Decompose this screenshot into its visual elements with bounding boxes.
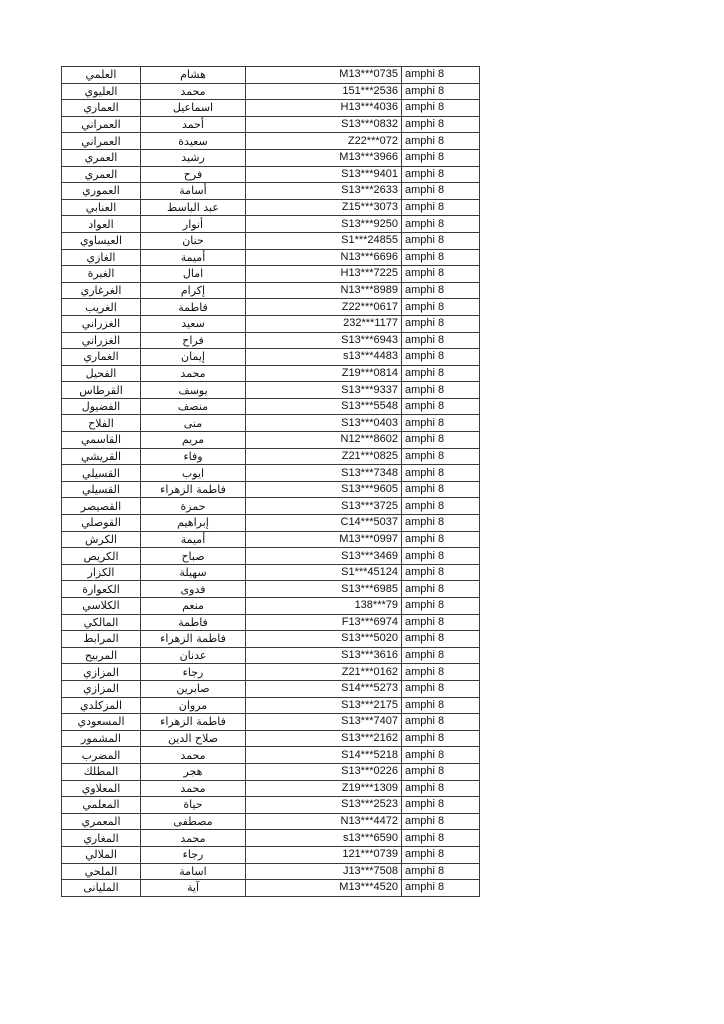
student-id-cell: S13***9250 xyxy=(246,216,402,233)
room-cell: amphi 8 xyxy=(402,249,480,266)
last-name-cell: الغرغاري xyxy=(62,282,141,299)
room-cell: amphi 8 xyxy=(402,199,480,216)
room-cell: amphi 8 xyxy=(402,863,480,880)
last-name-cell: الغازي xyxy=(62,249,141,266)
table-row xyxy=(62,149,480,166)
student-id-cell: S13***0832 xyxy=(246,116,402,133)
last-name-cell: العمري xyxy=(62,166,141,183)
first-name-cell: أميمة xyxy=(141,531,246,548)
table-row xyxy=(62,531,480,548)
student-id-cell: S13***7348 xyxy=(246,465,402,482)
table-row xyxy=(62,183,480,200)
student-id-cell: J13***7508 xyxy=(246,863,402,880)
table-row xyxy=(62,465,480,482)
first-name-cell: يوسف xyxy=(141,382,246,399)
first-name-cell: حمزة xyxy=(141,498,246,515)
first-name-cell: مصطفى xyxy=(141,813,246,830)
first-name-cell: أسامة xyxy=(141,183,246,200)
last-name-cell: القسيلي xyxy=(62,465,141,482)
room-cell: amphi 8 xyxy=(402,216,480,233)
student-id-cell: 121***0739 xyxy=(246,846,402,863)
last-name-cell: الكلاسي xyxy=(62,598,141,615)
first-name-cell: أميمة xyxy=(141,249,246,266)
table-row xyxy=(62,680,480,697)
student-id-cell: S13***2162 xyxy=(246,730,402,747)
last-name-cell: المربيح xyxy=(62,647,141,664)
room-cell: amphi 8 xyxy=(402,747,480,764)
table-row xyxy=(62,830,480,847)
last-name-cell: الغزراني xyxy=(62,332,141,349)
last-name-cell: المزازي xyxy=(62,664,141,681)
last-name-cell: المزازي xyxy=(62,680,141,697)
last-name-cell: الغبرة xyxy=(62,266,141,283)
room-cell: amphi 8 xyxy=(402,349,480,366)
student-id-cell: Z19***1309 xyxy=(246,780,402,797)
table-row xyxy=(62,714,480,731)
first-name-cell: فاطمة الزهراء xyxy=(141,631,246,648)
student-id-cell: M13***0735 xyxy=(246,67,402,84)
room-cell: amphi 8 xyxy=(402,332,480,349)
room-cell: amphi 8 xyxy=(402,266,480,283)
room-cell: amphi 8 xyxy=(402,166,480,183)
room-cell: amphi 8 xyxy=(402,614,480,631)
first-name-cell: فراح xyxy=(141,332,246,349)
last-name-cell: الكزار xyxy=(62,564,141,581)
student-id-cell: Z21***0162 xyxy=(246,664,402,681)
room-cell: amphi 8 xyxy=(402,116,480,133)
room-cell: amphi 8 xyxy=(402,398,480,415)
first-name-cell: محمد xyxy=(141,83,246,100)
first-name-cell: مريم xyxy=(141,432,246,449)
last-name-cell: العواد xyxy=(62,216,141,233)
first-name-cell: سعيد xyxy=(141,315,246,332)
last-name-cell: العماري xyxy=(62,100,141,117)
first-name-cell: حياة xyxy=(141,797,246,814)
room-cell: amphi 8 xyxy=(402,730,480,747)
first-name-cell: امال xyxy=(141,266,246,283)
student-id-cell: Z15***3073 xyxy=(246,199,402,216)
last-name-cell: العليوي xyxy=(62,83,141,100)
first-name-cell: رجاء xyxy=(141,664,246,681)
first-name-cell: رشيد xyxy=(141,149,246,166)
table-row xyxy=(62,299,480,316)
table-row xyxy=(62,282,480,299)
table-row xyxy=(62,515,480,532)
first-name-cell: أنوار xyxy=(141,216,246,233)
last-name-cell: الكرش xyxy=(62,531,141,548)
table-row xyxy=(62,116,480,133)
last-name-cell: المسعودي xyxy=(62,714,141,731)
student-id-cell: C14***5037 xyxy=(246,515,402,532)
first-name-cell: منى xyxy=(141,415,246,432)
table-row xyxy=(62,697,480,714)
last-name-cell: القاسمي xyxy=(62,432,141,449)
first-name-cell: حنان xyxy=(141,232,246,249)
student-id-cell: S13***3469 xyxy=(246,548,402,565)
last-name-cell: العموري xyxy=(62,183,141,200)
student-id-cell: S13***0226 xyxy=(246,763,402,780)
student-id-cell: S13***3725 xyxy=(246,498,402,515)
first-name-cell: محمد xyxy=(141,830,246,847)
first-name-cell: منصف xyxy=(141,398,246,415)
table-row xyxy=(62,564,480,581)
room-cell: amphi 8 xyxy=(402,531,480,548)
last-name-cell: المعلاوي xyxy=(62,780,141,797)
last-name-cell: الكعوارة xyxy=(62,581,141,598)
student-id-cell: S1***24855 xyxy=(246,232,402,249)
last-name-cell: القصيصر xyxy=(62,498,141,515)
first-name-cell: محمد xyxy=(141,780,246,797)
student-id-cell: 138***79 xyxy=(246,598,402,615)
student-id-cell: S14***5273 xyxy=(246,680,402,697)
first-name-cell: عبد الباسط xyxy=(141,199,246,216)
room-cell: amphi 8 xyxy=(402,365,480,382)
student-id-cell: Z21***0825 xyxy=(246,448,402,465)
table-row xyxy=(62,548,480,565)
room-cell: amphi 8 xyxy=(402,813,480,830)
student-id-cell: M13***3966 xyxy=(246,149,402,166)
room-cell: amphi 8 xyxy=(402,846,480,863)
table-row xyxy=(62,365,480,382)
room-cell: amphi 8 xyxy=(402,481,480,498)
last-name-cell: المليانى xyxy=(62,880,141,897)
room-cell: amphi 8 xyxy=(402,515,480,532)
student-id-cell: S13***6985 xyxy=(246,581,402,598)
room-cell: amphi 8 xyxy=(402,100,480,117)
student-id-cell: N13***4472 xyxy=(246,813,402,830)
table-row xyxy=(62,133,480,150)
student-id-cell: S13***3616 xyxy=(246,647,402,664)
first-name-cell: إكرام xyxy=(141,282,246,299)
room-cell: amphi 8 xyxy=(402,448,480,465)
last-name-cell: الغزراني xyxy=(62,315,141,332)
room-cell: amphi 8 xyxy=(402,680,480,697)
first-name-cell: أحمد xyxy=(141,116,246,133)
first-name-cell: فاطمة الزهراء xyxy=(141,714,246,731)
table-row xyxy=(62,249,480,266)
first-name-cell: إبراهيم xyxy=(141,515,246,532)
table-row xyxy=(62,315,480,332)
table-row xyxy=(62,647,480,664)
student-id-cell: S13***6943 xyxy=(246,332,402,349)
student-id-cell: S13***7407 xyxy=(246,714,402,731)
table-row xyxy=(62,581,480,598)
room-cell: amphi 8 xyxy=(402,763,480,780)
table-row xyxy=(62,166,480,183)
last-name-cell: المغاري xyxy=(62,830,141,847)
first-name-cell: صابرين xyxy=(141,680,246,697)
first-name-cell: فاطمة xyxy=(141,614,246,631)
student-id-cell: S13***2633 xyxy=(246,183,402,200)
table-row xyxy=(62,631,480,648)
room-cell: amphi 8 xyxy=(402,465,480,482)
first-name-cell: اسامة xyxy=(141,863,246,880)
student-id-cell: N13***8989 xyxy=(246,282,402,299)
roster-body xyxy=(62,67,480,897)
first-name-cell: عدنان xyxy=(141,647,246,664)
table-row xyxy=(62,266,480,283)
first-name-cell: فاطمة الزهراء xyxy=(141,481,246,498)
last-name-cell: المعمري xyxy=(62,813,141,830)
last-name-cell: العنابي xyxy=(62,199,141,216)
table-row xyxy=(62,232,480,249)
room-cell: amphi 8 xyxy=(402,797,480,814)
first-name-cell: إيمان xyxy=(141,349,246,366)
table-row xyxy=(62,498,480,515)
table-row xyxy=(62,448,480,465)
last-name-cell: الفضيول xyxy=(62,398,141,415)
student-id-cell: S13***2175 xyxy=(246,697,402,714)
student-id-cell: S13***0403 xyxy=(246,415,402,432)
room-cell: amphi 8 xyxy=(402,282,480,299)
table-row xyxy=(62,780,480,797)
room-cell: amphi 8 xyxy=(402,598,480,615)
first-name-cell: سهيلة xyxy=(141,564,246,581)
student-id-cell: N13***6696 xyxy=(246,249,402,266)
table-row xyxy=(62,664,480,681)
last-name-cell: الفحيل xyxy=(62,365,141,382)
last-name-cell: المزكلدي xyxy=(62,697,141,714)
first-name-cell: اسماعيل xyxy=(141,100,246,117)
room-cell: amphi 8 xyxy=(402,880,480,897)
last-name-cell: القسيلي xyxy=(62,481,141,498)
student-id-cell: S13***5020 xyxy=(246,631,402,648)
table-row xyxy=(62,747,480,764)
table-row xyxy=(62,846,480,863)
last-name-cell: المالكي xyxy=(62,614,141,631)
last-name-cell: العمري xyxy=(62,149,141,166)
room-cell: amphi 8 xyxy=(402,647,480,664)
table-row xyxy=(62,67,480,84)
room-cell: amphi 8 xyxy=(402,548,480,565)
last-name-cell: المرابط xyxy=(62,631,141,648)
student-id-cell: M13***0997 xyxy=(246,531,402,548)
last-name-cell: المطلك xyxy=(62,763,141,780)
student-id-cell: s13***4483 xyxy=(246,349,402,366)
room-cell: amphi 8 xyxy=(402,299,480,316)
room-cell: amphi 8 xyxy=(402,432,480,449)
table-row xyxy=(62,415,480,432)
table-row xyxy=(62,332,480,349)
room-cell: amphi 8 xyxy=(402,149,480,166)
table-row xyxy=(62,813,480,830)
room-cell: amphi 8 xyxy=(402,67,480,84)
first-name-cell: فرح xyxy=(141,166,246,183)
student-id-cell: N12***8602 xyxy=(246,432,402,449)
first-name-cell: فاطمة xyxy=(141,299,246,316)
table-row xyxy=(62,100,480,117)
student-id-cell: Z22***0617 xyxy=(246,299,402,316)
student-id-cell: S14***5218 xyxy=(246,747,402,764)
first-name-cell: مروان xyxy=(141,697,246,714)
table-row xyxy=(62,83,480,100)
student-id-cell: s13***6590 xyxy=(246,830,402,847)
first-name-cell: آية xyxy=(141,880,246,897)
last-name-cell: المعلمي xyxy=(62,797,141,814)
room-cell: amphi 8 xyxy=(402,564,480,581)
first-name-cell: منعم xyxy=(141,598,246,615)
room-cell: amphi 8 xyxy=(402,415,480,432)
room-cell: amphi 8 xyxy=(402,830,480,847)
table-row xyxy=(62,863,480,880)
student-id-cell: Z22***072 xyxy=(246,133,402,150)
room-cell: amphi 8 xyxy=(402,581,480,598)
room-cell: amphi 8 xyxy=(402,183,480,200)
table-row xyxy=(62,730,480,747)
table-row xyxy=(62,199,480,216)
room-cell: amphi 8 xyxy=(402,133,480,150)
room-cell: amphi 8 xyxy=(402,498,480,515)
last-name-cell: القوصلي xyxy=(62,515,141,532)
student-id-cell: M13***4520 xyxy=(246,880,402,897)
table-row xyxy=(62,880,480,897)
room-cell: amphi 8 xyxy=(402,315,480,332)
student-id-cell: S13***9401 xyxy=(246,166,402,183)
last-name-cell: القريشي xyxy=(62,448,141,465)
first-name-cell: وفاء xyxy=(141,448,246,465)
student-id-cell: S13***9337 xyxy=(246,382,402,399)
first-name-cell: فدوى xyxy=(141,581,246,598)
last-name-cell: المضرب xyxy=(62,747,141,764)
student-id-cell: 151***2536 xyxy=(246,83,402,100)
room-cell: amphi 8 xyxy=(402,83,480,100)
student-id-cell: S13***9605 xyxy=(246,481,402,498)
student-roster-table xyxy=(61,66,480,897)
room-cell: amphi 8 xyxy=(402,714,480,731)
first-name-cell: صباح xyxy=(141,548,246,565)
last-name-cell: الملالي xyxy=(62,846,141,863)
table-row xyxy=(62,349,480,366)
room-cell: amphi 8 xyxy=(402,697,480,714)
room-cell: amphi 8 xyxy=(402,631,480,648)
student-id-cell: S13***2523 xyxy=(246,797,402,814)
student-id-cell: S1***45124 xyxy=(246,564,402,581)
room-cell: amphi 8 xyxy=(402,664,480,681)
first-name-cell: صلاح الدين xyxy=(141,730,246,747)
last-name-cell: الغماري xyxy=(62,349,141,366)
student-id-cell: Z19***0814 xyxy=(246,365,402,382)
first-name-cell: سعيدة xyxy=(141,133,246,150)
student-id-cell: H13***4036 xyxy=(246,100,402,117)
first-name-cell: ايوب xyxy=(141,465,246,482)
table-row xyxy=(62,432,480,449)
table-row xyxy=(62,797,480,814)
last-name-cell: العمراني xyxy=(62,116,141,133)
room-cell: amphi 8 xyxy=(402,232,480,249)
table-row xyxy=(62,598,480,615)
table-row xyxy=(62,481,480,498)
student-id-cell: H13***7225 xyxy=(246,266,402,283)
student-id-cell: S13***5548 xyxy=(246,398,402,415)
room-cell: amphi 8 xyxy=(402,382,480,399)
first-name-cell: هشام xyxy=(141,67,246,84)
table-row xyxy=(62,216,480,233)
last-name-cell: العلمي xyxy=(62,67,141,84)
last-name-cell: المشمور xyxy=(62,730,141,747)
first-name-cell: رجاء xyxy=(141,846,246,863)
last-name-cell: العمراني xyxy=(62,133,141,150)
first-name-cell: هجر xyxy=(141,763,246,780)
student-id-cell: 232***1177 xyxy=(246,315,402,332)
table-row xyxy=(62,398,480,415)
last-name-cell: العيساوي xyxy=(62,232,141,249)
last-name-cell: الكريص xyxy=(62,548,141,565)
first-name-cell: محمد xyxy=(141,747,246,764)
last-name-cell: الفلاح xyxy=(62,415,141,432)
first-name-cell: محمد xyxy=(141,365,246,382)
last-name-cell: الغريب xyxy=(62,299,141,316)
last-name-cell: الملحي xyxy=(62,863,141,880)
table-row xyxy=(62,763,480,780)
table-row xyxy=(62,382,480,399)
student-id-cell: F13***6974 xyxy=(246,614,402,631)
table-row xyxy=(62,614,480,631)
last-name-cell: القرطاس xyxy=(62,382,141,399)
room-cell: amphi 8 xyxy=(402,780,480,797)
